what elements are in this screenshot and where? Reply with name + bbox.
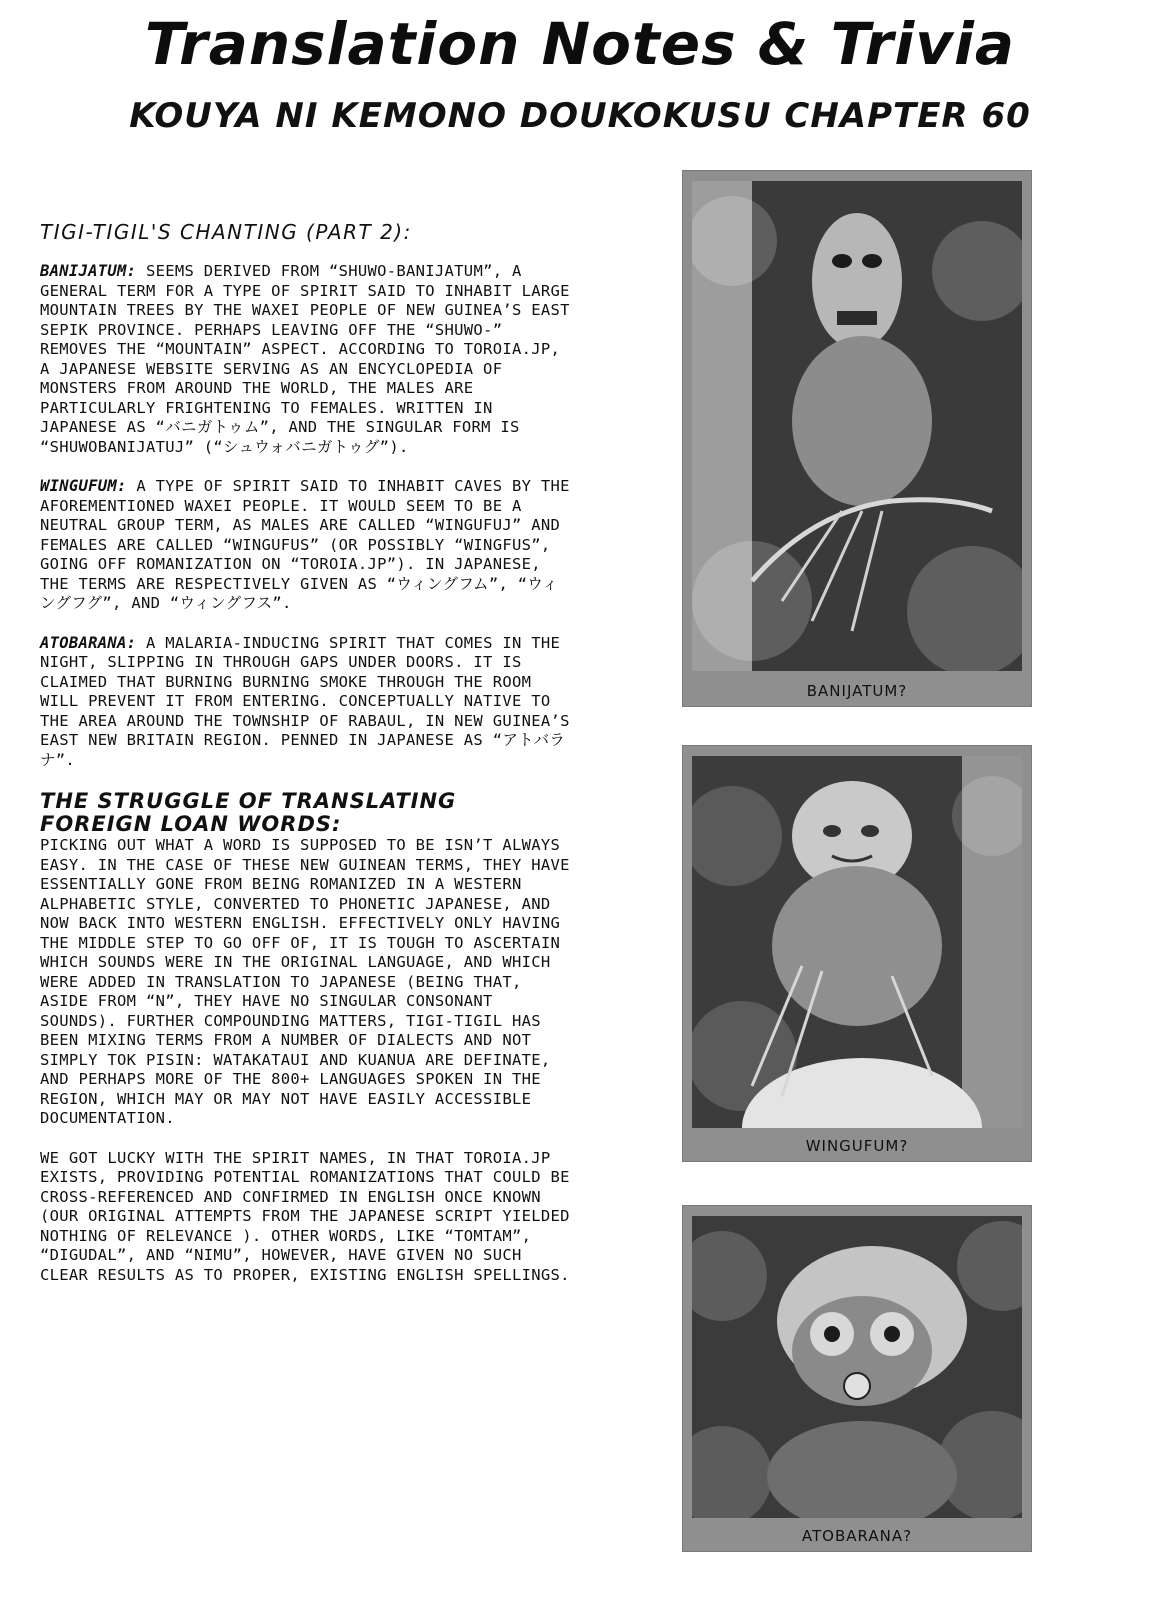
- manga-panel-banijatum: [682, 170, 1032, 707]
- section-heading-loan-words: [40, 790, 570, 836]
- loan-words-paragraph-2: WE GOT LUCKY WITH THE SPIRIT NAMES, IN THAT TOROIA.JP EXISTS, PROVIDING POTENTIAL ROMANIZATIONS THAT COULD BE CROSS-REFERENCED AND CONFIRMED IN ENGLISH ONCE KNOWN (OUR ORIGINAL ATTEMPTS FROM THE JAPANESE SCRIPT YIELDED NOTHING OF RELEVANCE ). OTHER WORDS, LIKE “TOMTAM”, “DIGUDAL”, AND “NIMU”, HOWEVER, HAVE GIVEN NO SUCH CLEAR RESULTS AS TO PROPER, EXISTING ENGLISH SPELLINGS.: [40, 1148, 570, 1284]
- manga-panel-image: [692, 1216, 1022, 1518]
- entry-text: A MALARIA-INDUCING SPIRIT THAT COMES IN THE NIGHT, SLIPPING IN THROUGH GAPS UNDER DOORS. IT IS CLAIMED THAT BURNING BURNING SMOKE THROUGH THE ROOM WILL PREVENT IT FROM ENTERING. CONCEPTUALLY NATIVE TO THE AREA AROUND THE TOWNSHIP OF RABAUL, IN NEW GUINEA’S EAST NEW BRITAIN REGION. PENNED IN JAPANESE AS “アトバラナ”.: [40, 633, 570, 769]
- entry-text: SEEMS DERIVED FROM “SHUWO-BANIJATUM”, A GENERAL TERM FOR A TYPE OF SPIRIT SAID TO INHABIT LARGE MOUNTAIN TREES BY THE WAXEI PEOPLE OF NEW GUINEA’S EAST SEPIK PROVINCE. PERHAPS LEAVING OFF THE “SHUWO-” REMOVES THE “MOUNTAIN” ASPECT. ACCORDING TO TOROIA.JP, A JAPANESE WEBSITE SERVING AS AN ENCYCLOPEDIA OF MONSTERS FROM AROUND THE WORLD, THE MALES ARE PARTICULARLY FRIGHTENING TO FEMALES. WRITTEN IN JAPANESE AS “バニガトゥム”, AND THE SINGULAR FORM IS “SHUWOBANIJATUJ” (“シュウォバニガトゥグ”).: [40, 262, 570, 456]
- entry-term: BANIJATUM:: [40, 262, 137, 280]
- entry-atobarana: [40, 634, 570, 771]
- page-title: Translation Notes & Trivia: [144, 10, 1016, 78]
- manga-panel-wingufum: [682, 745, 1032, 1162]
- notes-column: [40, 220, 570, 1305]
- entry-banijatum: [40, 262, 570, 457]
- entry-wingufum: [40, 477, 570, 614]
- manga-panel-image: [692, 756, 1022, 1128]
- panel-caption: BANIJATUM?: [806, 682, 908, 700]
- section-heading-chanting: TIGI-TIGIL'S CHANTING (PART 2):: [40, 220, 412, 244]
- panel-caption: WINGUFUM?: [805, 1137, 909, 1155]
- entry-term: WINGUFUM:: [40, 477, 127, 495]
- entry-term: ATOBARANA:: [40, 633, 137, 652]
- heading-line: FOREIGN LOAN WORDS:: [40, 812, 342, 836]
- manga-panel-atobarana: [682, 1205, 1032, 1552]
- panel-caption: ATOBARANA?: [801, 1527, 913, 1545]
- entry-text: A TYPE OF SPIRIT SAID TO INHABIT CAVES BY THE AFOREMENTIONED WAXEI PEOPLE. IT WOULD SEEM TO BE A NEUTRAL GROUP TERM, AS MALES ARE CALLED “WINGUFUJ” AND FEMALES ARE CALLED “WINGUFUS” (OR POSSIBLY “WINGFUS”, GOING OFF ROMANIZATION ON “TOROIA.JP”). IN JAPANESE, THE TERMS ARE RESPECTIVELY GIVEN AS “ウィングフム”, “ウィングフグ”, AND “ウィングフス”.: [40, 477, 570, 612]
- heading-line: THE STRUGGLE OF TRANSLATING: [40, 789, 457, 813]
- manga-panel-image: [692, 181, 1022, 671]
- loan-words-paragraph-1: PICKING OUT WHAT A WORD IS SUPPOSED TO BE ISN’T ALWAYS EASY. IN THE CASE OF THESE NEW GUINEAN TERMS, THEY HAVE ESSENTIALLY GONE FROM BEING ROMANIZED IN A WESTERN ALPHABETIC STYLE, CONVERTED TO PHONETIC JAPANESE, AND NOW BACK INTO WESTERN ENGLISH. EFFECTIVELY ONLY HAVING THE MIDDLE STEP TO GO OFF OF, IT IS TOUGH TO ASCERTAIN WHICH SOUNDS WERE IN THE ORIGINAL LANGUAGE, AND WHICH WERE ADDED IN TRANSLATION TO JAPANESE (BEING THAT, ASIDE FROM “N”, THEY HAVE NO SINGULAR CONSONANT SOUNDS). FURTHER COMPOUNDING MATTERS, TIGI-TIGIL HAS BEEN MIXING TERMS FROM A NUMBER OF DIALECTS AND NOT SIMPLY TOK PISIN: WATAKATAUI AND KUANUA ARE DEFINATE, AND PERHAPS MORE OF THE 800+ LANGUAGES SPOKEN IN THE REGION, WHICH MAY OR MAY NOT HAVE EASILY ACCESSIBLE DOCUMENTATION.: [40, 836, 570, 1127]
- page-subtitle: KOUYA NI KEMONO DOUKOKUSU CHAPTER 60: [129, 96, 1031, 136]
